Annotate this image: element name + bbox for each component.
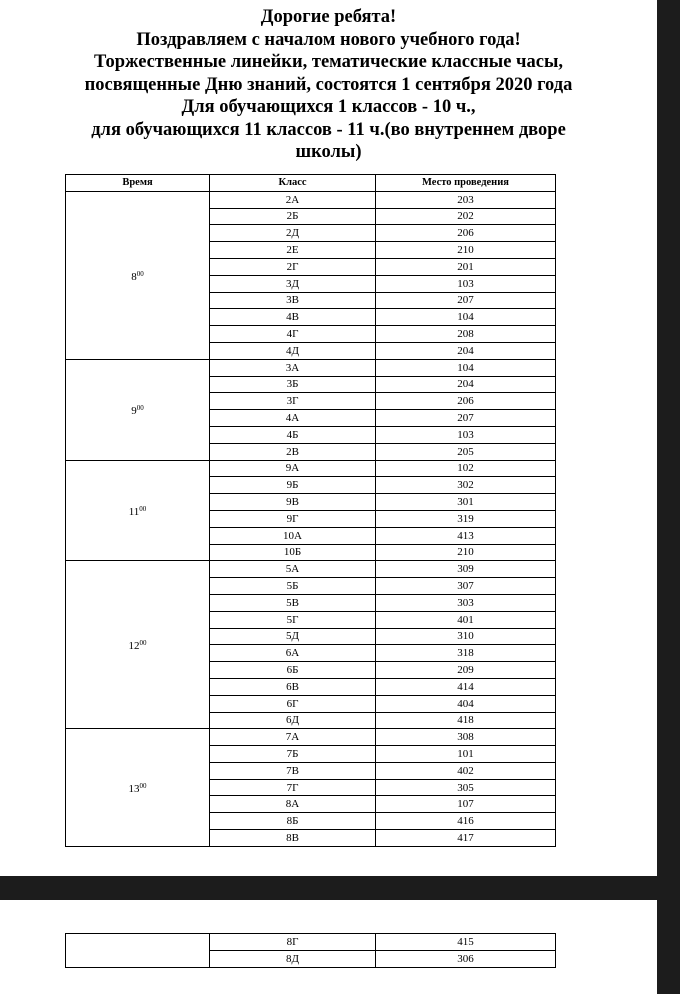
table-row [66, 934, 556, 951]
class-cell: 7Г [210, 779, 376, 796]
time-cell-empty [66, 934, 210, 968]
class-cell: 2Е [210, 242, 376, 259]
room-cell: 210 [376, 544, 556, 561]
time-hour: 9 [131, 405, 137, 418]
room-cell: 417 [376, 830, 556, 847]
table-header-row [66, 175, 556, 192]
class-cell: 4Б [210, 426, 376, 443]
room-cell: 401 [376, 611, 556, 628]
time-minutes: 00 [139, 782, 147, 791]
time-hour: 8 [131, 270, 137, 283]
room-cell: 104 [376, 359, 556, 376]
class-cell: 6В [210, 678, 376, 695]
room-cell: 205 [376, 443, 556, 460]
class-cell: 10А [210, 527, 376, 544]
time-hour: 11 [128, 505, 140, 518]
class-cell: 4Г [210, 326, 376, 343]
room-cell: 305 [376, 779, 556, 796]
class-cell: 2Г [210, 258, 376, 275]
class-cell: 3Б [210, 376, 376, 393]
room-cell: 210 [376, 242, 556, 259]
room-cell: 414 [376, 678, 556, 695]
time-hour: 12 [128, 640, 140, 653]
heading-line: школы) [295, 142, 362, 162]
room-cell: 206 [376, 393, 556, 410]
class-cell: 9Б [210, 477, 376, 494]
class-cell: 2В [210, 443, 376, 460]
heading-line: посвященные Дню знаний, состоятся 1 сентября 2020 года [84, 74, 573, 95]
class-cell: 10Б [210, 544, 376, 561]
room-cell: 204 [376, 376, 556, 393]
time-hour: 13 [128, 783, 140, 796]
class-cell: 5В [210, 594, 376, 611]
room-cell: 209 [376, 662, 556, 679]
class-cell: 7В [210, 762, 376, 779]
header-class: Класс [210, 175, 376, 192]
class-cell: 2Д [210, 225, 376, 242]
table-row [66, 460, 556, 477]
room-cell: 207 [376, 292, 556, 309]
time-cell [66, 460, 210, 561]
class-cell: 4А [210, 410, 376, 427]
class-cell: 3Г [210, 393, 376, 410]
class-cell: 9В [210, 494, 376, 511]
table-row [66, 191, 556, 208]
schedule-table [65, 174, 556, 847]
time-minutes: 00 [139, 639, 147, 648]
room-cell: 404 [376, 695, 556, 712]
room-cell: 203 [376, 191, 556, 208]
heading-line: Торжественные линейки, тематические классные часы, [93, 52, 564, 72]
room-cell: 206 [376, 225, 556, 242]
heading-line: Для обучающихся 1 классов - 10 ч., [181, 97, 476, 117]
room-cell: 402 [376, 762, 556, 779]
table-row [66, 359, 556, 376]
room-cell: 308 [376, 729, 556, 746]
room-cell: 204 [376, 342, 556, 359]
heading-line: для обучающихся 11 классов - 11 ч.(во внутреннем дворе [91, 119, 566, 140]
room-cell: 301 [376, 494, 556, 511]
table-row [66, 729, 556, 746]
room-cell: 101 [376, 746, 556, 763]
class-cell: 5Д [210, 628, 376, 645]
room-cell: 415 [376, 934, 556, 951]
room-cell: 102 [376, 460, 556, 477]
table-row [66, 561, 556, 578]
class-cell: 2А [210, 191, 376, 208]
class-cell: 3Д [210, 275, 376, 292]
time-cell [66, 561, 210, 729]
class-cell: 8Д [210, 950, 376, 967]
room-cell: 202 [376, 208, 556, 225]
class-cell: 5Б [210, 578, 376, 595]
time-cell [66, 191, 210, 359]
class-cell: 9Г [210, 510, 376, 527]
class-cell: 8В [210, 830, 376, 847]
room-cell: 104 [376, 309, 556, 326]
class-cell: 4В [210, 309, 376, 326]
heading-line: Дорогие ребята! [260, 7, 397, 27]
time-cell [66, 729, 210, 847]
header-time: Время [66, 175, 210, 192]
room-cell: 103 [376, 426, 556, 443]
room-cell: 418 [376, 712, 556, 729]
room-cell: 302 [376, 477, 556, 494]
class-cell: 4Д [210, 342, 376, 359]
room-cell: 103 [376, 275, 556, 292]
class-cell: 2Б [210, 208, 376, 225]
time-cell [66, 359, 210, 460]
class-cell: 6Д [210, 712, 376, 729]
class-cell: 8Б [210, 813, 376, 830]
class-cell: 3А [210, 359, 376, 376]
room-cell: 107 [376, 796, 556, 813]
class-cell: 3В [210, 292, 376, 309]
class-cell: 9А [210, 460, 376, 477]
time-minutes: 00 [136, 404, 144, 413]
time-minutes: 00 [139, 504, 147, 513]
room-cell: 306 [376, 950, 556, 967]
room-cell: 309 [376, 561, 556, 578]
heading-line: Поздравляем с началом нового учебного года! [136, 29, 521, 50]
class-cell: 8А [210, 796, 376, 813]
class-cell: 6Б [210, 662, 376, 679]
class-cell: 6Г [210, 695, 376, 712]
room-cell: 413 [376, 527, 556, 544]
class-cell: 8Г [210, 934, 376, 951]
room-cell: 416 [376, 813, 556, 830]
class-cell: 7А [210, 729, 376, 746]
class-cell: 5Г [210, 611, 376, 628]
room-cell: 318 [376, 645, 556, 662]
schedule-table-continuation [65, 933, 556, 968]
class-cell: 5А [210, 561, 376, 578]
room-cell: 307 [376, 578, 556, 595]
class-cell: 7Б [210, 746, 376, 763]
room-cell: 319 [376, 510, 556, 527]
room-cell: 310 [376, 628, 556, 645]
header-location: Место проведения [376, 175, 556, 192]
room-cell: 303 [376, 594, 556, 611]
announcement-heading [0, 6, 657, 164]
time-minutes: 00 [136, 269, 144, 278]
room-cell: 201 [376, 258, 556, 275]
class-cell: 6А [210, 645, 376, 662]
room-cell: 207 [376, 410, 556, 427]
room-cell: 208 [376, 326, 556, 343]
